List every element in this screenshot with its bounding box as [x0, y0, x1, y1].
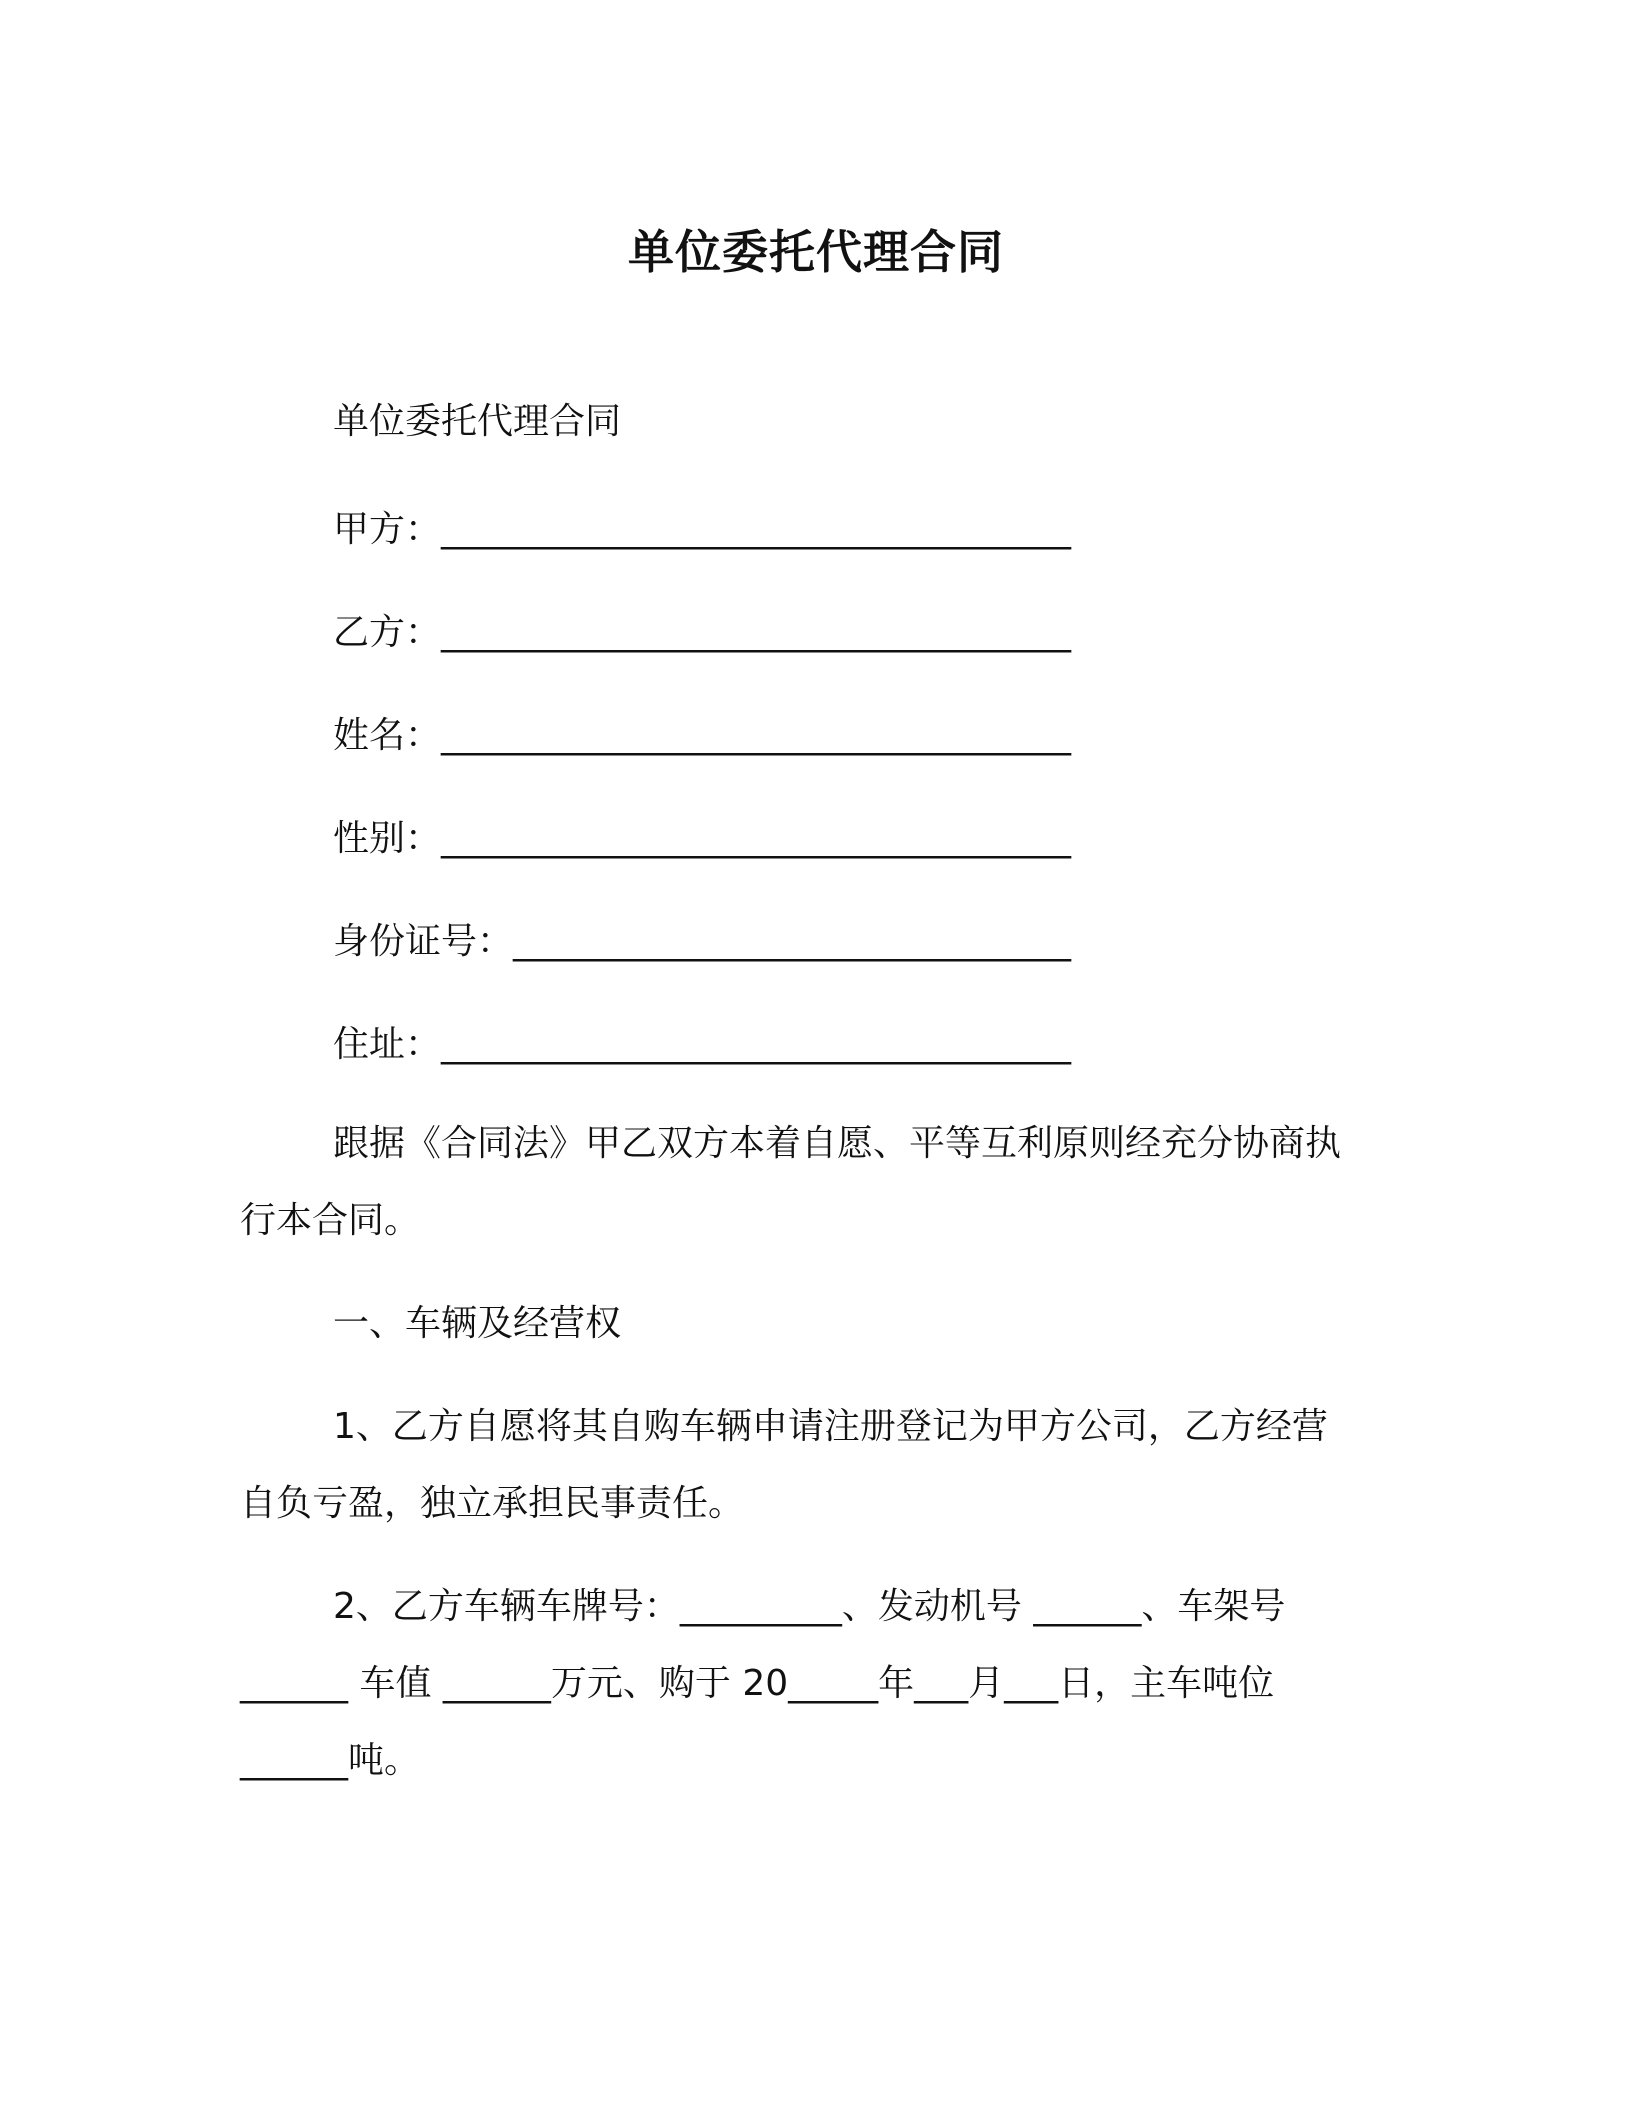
section-1-heading: 一、车辆及经营权 — [333, 1303, 622, 1344]
clause-2-line-1: 2、乙方车辆车牌号：_________、发动机号 ______、车架号 — [333, 1586, 1286, 1627]
clause-1-line-1: 1、乙方自愿将其自购车辆申请注册登记为甲方公司，乙方经营 — [333, 1406, 1328, 1447]
name-field: 姓名：___________________________________ — [333, 715, 1072, 756]
clause-2-line-2: ______ 车值 ______万元、购于 20_____年___月___日，主车吨位 — [240, 1663, 1275, 1704]
clause-2-line-3: ______吨。 — [240, 1740, 421, 1781]
document-subtitle: 单位委托代理合同 — [333, 401, 622, 442]
address-field: 住址：___________________________________ — [333, 1024, 1072, 1065]
party-a-field: 甲方：___________________________________ — [333, 509, 1072, 550]
document-title: 单位委托代理合同 — [628, 225, 1004, 279]
clause-1-line-2: 自负亏盈，独立承担民事责任。 — [240, 1483, 745, 1524]
party-b-field: 乙方：___________________________________ — [333, 612, 1072, 653]
preamble-line-2: 行本合同。 — [240, 1200, 421, 1241]
id-number-field: 身份证号：_______________________________ — [333, 921, 1072, 962]
preamble-line-1: 跟据《合同法》甲乙双方本着自愿、平等互利原则经充分协商执 — [333, 1123, 1342, 1164]
gender-field: 性别：___________________________________ — [333, 818, 1072, 859]
